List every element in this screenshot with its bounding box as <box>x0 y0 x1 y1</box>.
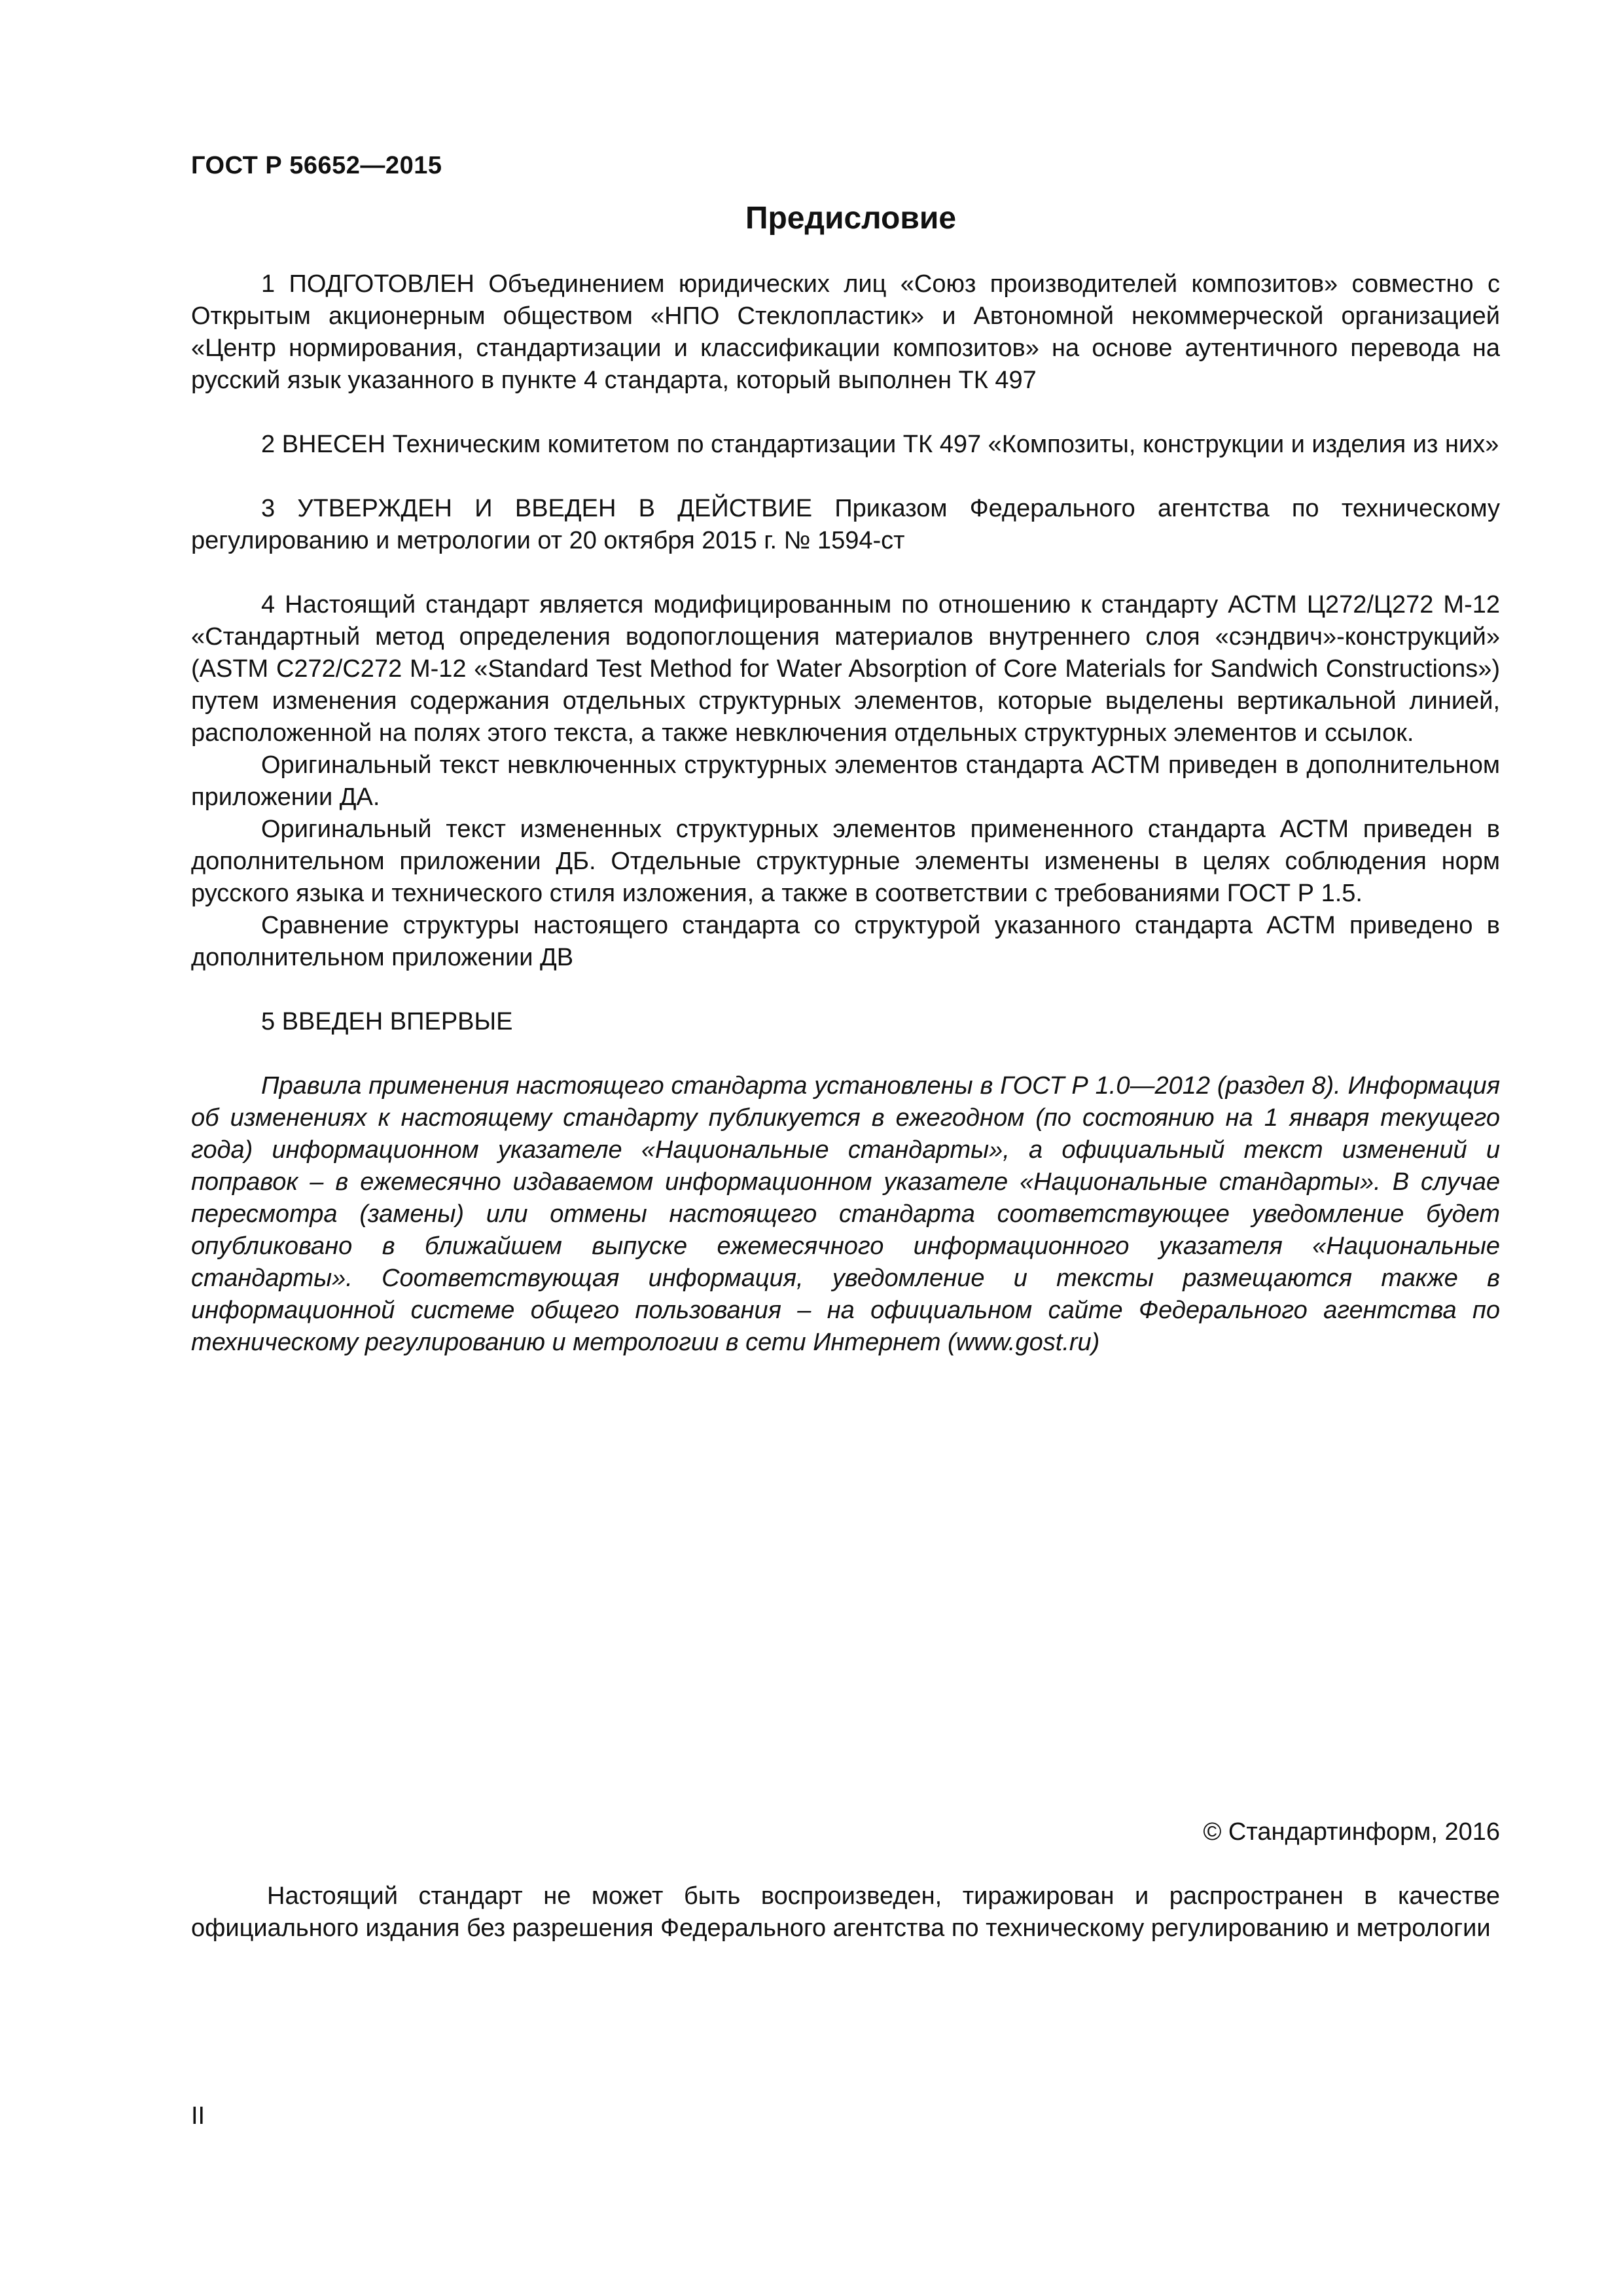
paragraph-submitted: 2 ВНЕСЕН Техническим комитетом по стандартизации ТК 497 «Композиты, конструкции и изделия из них» <box>261 431 1499 458</box>
paragraph-appendix-da: Оригинальный текст невключенных структурных элементов стандарта АСТМ приведен в дополнительном приложении ДА. <box>191 751 1500 811</box>
paragraph-prepared: 1 ПОДГОТОВЛЕН Объединением юридических лиц «Союз производителей композитов» совместно с Открытым акционерным обществом «НПО Стеклопластик» и Автономной некоммерческой организацией «Центр нормирования, стандартизации и классификации композитов» на основе аутентичного перевода на русский язык указанного в пункте 4 стандарта, который выполнен ТК 497 <box>191 270 1500 394</box>
foreword-body <box>191 268 1500 1359</box>
paragraph-application-rules: Правила применения настоящего стандарта установлены в ГОСТ Р 1.0—2012 (раздел 8). Информация об изменениях к настоящему стандарту публикуется в ежегодном (по состоянию на 1 января текущего года) информационном указателе «Национальные стандарты», а официальный текст изменений и поправок – в ежемесячно издаваемом информационном указателе «Национальные стандарты». В случае пересмотра (замены) или отмены настоящего стандарта соответствующее уведомление будет опубликовано в ближайшем выпуске ежемесячного информационного указателя «Национальные стандарты». Соответствующая информация, уведомление и тексты размещаются также в информационной системе общего пользования – на официальном сайте Федерального агентства по техническому регулированию и метрологии в сети Интернет (www.gost.ru) <box>191 1072 1500 1356</box>
copyright-notice: © Стандартинформ, 2016 <box>1203 1818 1500 1846</box>
page-number: II <box>191 2102 205 2130</box>
reproduction-notice-text: Настоящий стандарт не может быть воспроизведен, тиражирован и распространен в качестве официального издания без разрешения Федерального агентства по техническому регулированию и метрологии <box>191 1882 1500 1942</box>
document-code: ГОСТ Р 56652—2015 <box>191 152 442 179</box>
paragraph-first-introduced: 5 ВВЕДЕН ВПЕРВЫЕ <box>261 1008 513 1035</box>
page-title: Предисловие <box>745 201 957 236</box>
paragraph-appendix-dv: Сравнение структуры настоящего стандарта со структурой указанного стандарта АСТМ приведено в дополнительном приложении ДВ <box>191 912 1500 971</box>
paragraph-modified-standard: 4 Настоящий стандарт является модифицированным по отношению к стандарту АСТМ Ц272/Ц272 М-12 «Стандартный метод определения водопоглощения материалов внутреннего слоя «сэндвич»-конструкций» (ASTM C272/C272 M-12 «Standard Test Method for Water Absorption of Core Materials for Sandwich Constructions») путем изменения содержания отдельных структурных элементов, которые выделены вертикальной линией, расположенной на полях этого текста, а также невключения отдельных структурных элементов и ссылок. <box>191 591 1500 747</box>
paragraph-approved: 3 УТВЕРЖДЕН И ВВЕДЕН В ДЕЙСТВИЕ Приказом Федерального агентства по техническому регулированию и метрологии от 20 октября 2015 г. № 1594-ст <box>191 495 1500 554</box>
reproduction-notice <box>191 1880 1500 1945</box>
paragraph-appendix-db: Оригинальный текст измененных структурных элементов примененного стандарта АСТМ приведен в дополнительном приложении ДБ. Отдельные структурные элементы изменены в целях соблюдения норм русского языка и технического стиля изложения, а также в соответствии с требованиями ГОСТ Р 1.5. <box>191 816 1500 907</box>
